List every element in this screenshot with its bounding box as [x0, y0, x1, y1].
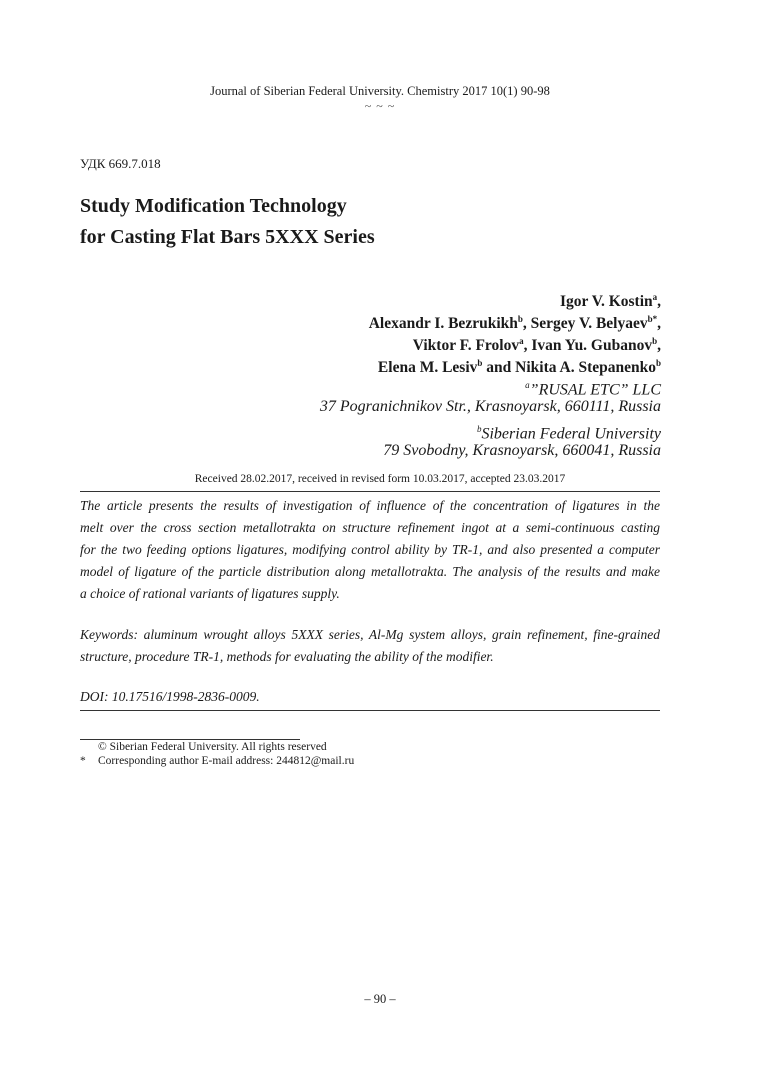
footnote-corresponding	[80, 755, 354, 767]
article-title-line-1: Study Modification Technology	[80, 195, 347, 217]
author-affiliation-mark: b	[517, 314, 523, 324]
affiliation-org: Siberian Federal University	[481, 425, 661, 443]
author-name: Nikita A. Stepanenko	[515, 359, 656, 377]
affiliation-mark: a	[525, 380, 530, 390]
doi-text[interactable]: DOI: 10.17516/1998-2836-0009.	[80, 689, 260, 704]
abstract-line: for the two feeding options ligatures, modifying control ability by TR-1, and also presented a computer	[80, 542, 660, 557]
keywords-line: Keywords: aluminum wrought alloys 5XXX series, Al-Mg system alloys, grain refinement, fine-grained	[80, 627, 660, 642]
footnote-mark: *	[80, 755, 86, 767]
author-separator: ,	[657, 315, 661, 333]
author-affiliation-mark: b	[477, 358, 483, 368]
author-name: Ivan Yu. Gubanov	[531, 337, 653, 355]
affiliation-org: ”RUSAL ETC” LLC	[529, 381, 661, 399]
keywords-line: structure, procedure TR-1, methods for evaluating the ability of the modifier.	[80, 649, 494, 664]
article-title-line-2: for Casting Flat Bars 5XXX Series	[80, 226, 375, 248]
journal-header: Journal of Siberian Federal University. Chemistry 2017 10(1) 90-98	[210, 84, 550, 98]
author-affiliation-mark: a	[652, 292, 658, 302]
author-name: Igor V. Kostin	[560, 293, 653, 311]
author-separator: ,	[657, 293, 661, 311]
author-separator: ,	[522, 315, 531, 333]
author-separator: ,	[657, 337, 661, 355]
footnote-divider	[80, 739, 300, 740]
affiliation-mark: b	[476, 424, 482, 434]
doi	[80, 686, 660, 708]
bottom-divider	[80, 710, 660, 711]
top-divider	[80, 491, 660, 492]
abstract-line: The article presents the results of investigation of influence of the concentration of ligatures in the	[80, 498, 660, 513]
corresponding-text: Corresponding author E-mail address: 244812@mail.ru	[98, 755, 355, 767]
author-name: Viktor F. Frolov	[412, 337, 520, 355]
footnote-copyright	[80, 741, 327, 753]
author-name: Alexandr I. Bezrukikh	[368, 315, 518, 333]
author-affiliation-mark: b*	[647, 314, 658, 324]
header-separator: ~ ~ ~	[364, 99, 396, 113]
author-separator: and	[482, 359, 516, 377]
page-number: – 90 –	[364, 992, 396, 1006]
affiliation-address-b: 79 Svobodny, Krasnoyarsk, 660041, Russia	[383, 442, 661, 459]
author-affiliation-mark: a	[519, 336, 524, 346]
udk-code: УДК 669.7.018	[80, 156, 161, 171]
copyright-text: © Siberian Federal University. All rights reserved	[98, 741, 327, 753]
abstract-line: a choice of rational variants of ligatures supply.	[80, 586, 340, 601]
author-affiliation-mark: b	[652, 336, 658, 346]
author-affiliation-mark: b	[655, 358, 661, 368]
affiliation-address-a: 37 Pogranichnikov Str., Krasnoyarsk, 660111, Russia	[319, 398, 661, 415]
abstract-line: melt over the cross section metallotrakta on structure refinement ingot at a semi-continuous casting	[80, 520, 660, 535]
abstract-line: model of ligature of the particle distribution along metallotrakta. The analysis of the results and make	[80, 564, 660, 579]
author-name: Elena M. Lesiv	[377, 359, 478, 377]
author-name: Sergey V. Belyaev	[530, 315, 648, 333]
author-separator: ,	[523, 337, 532, 355]
received-dates: Received 28.02.2017, received in revised form 10.03.2017, accepted 23.03.2017	[194, 473, 566, 485]
keywords	[80, 624, 660, 668]
abstract	[80, 495, 660, 605]
